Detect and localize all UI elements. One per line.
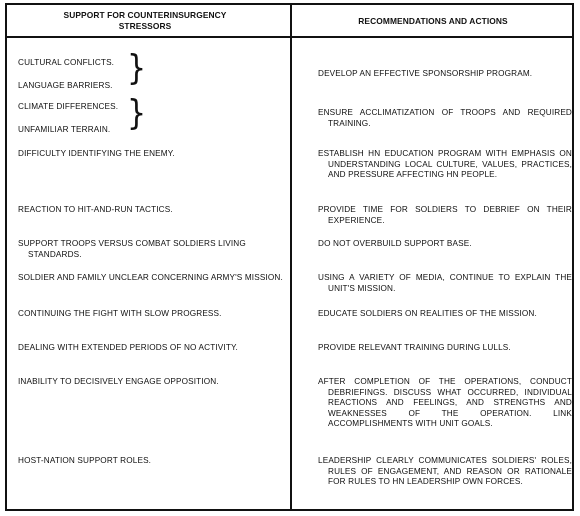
header-left-line1: SUPPORT FOR COUNTERINSURGENCY: [63, 10, 227, 20]
stressor-text: UNFAMILIAR TERRAIN.: [18, 125, 111, 134]
action-text: ESTABLISH HN EDUCATION PROGRAM WITH EMPHASIS ON UNDERSTANDING LOCAL CULTURE, VALUES, PRACTICES, AND PRESSURE AFFECTING HN PEOPLE.: [318, 149, 572, 180]
action-text: PROVIDE RELEVANT TRAINING DURING LULLS.: [318, 343, 511, 352]
stressor-text: CLIMATE DIFFERENCES.: [18, 102, 119, 111]
grouping-brace: }: [127, 93, 147, 134]
stressor-text: REACTION TO HIT-AND-RUN TACTICS.: [18, 205, 173, 214]
stressor-text: SOLDIER AND FAMILY UNCLEAR CONCERNING ARMY'S MISSION.: [18, 273, 283, 282]
stressor-text: DIFFICULTY IDENTIFYING THE ENEMY.: [18, 149, 175, 158]
header-left: [10, 10, 280, 32]
header-right: RECOMMENDATIONS AND ACTIONS: [358, 16, 508, 26]
stressor-text: DEALING WITH EXTENDED PERIODS OF NO ACTIVITY.: [18, 343, 238, 352]
stressor-text: HOST-NATION SUPPORT ROLES.: [18, 456, 152, 465]
stressor-text: LANGUAGE BARRIERS.: [18, 81, 113, 90]
stressor-text: CULTURAL CONFLICTS.: [18, 58, 115, 67]
action-text: EDUCATE SOLDIERS ON REALITIES OF THE MISSION.: [318, 309, 537, 318]
action-text: PROVIDE TIME FOR SOLDIERS TO DEBRIEF ON THEIR EXPERIENCE.: [318, 205, 572, 225]
action-text: LEADERSHIP CLEARLY COMMUNICATES SOLDIERS' ROLES, RULES OF ENGAGEMENT, AND REASON OR RATIONALE FOR RULES TO HN LEADERSHIP OWN FORCES.: [318, 456, 572, 487]
action-text: DO NOT OVERBUILD SUPPORT BASE.: [318, 239, 472, 248]
grouping-brace: }: [127, 48, 147, 89]
stressor-text: SUPPORT TROOPS VERSUS COMBAT SOLDIERS LIVING STANDARDS.: [18, 239, 246, 259]
header-left-line2: STRESSORS: [118, 21, 172, 31]
action-text: DEVELOP AN EFFECTIVE SPONSORSHIP PROGRAM.: [318, 69, 533, 78]
stressor-text: INABILITY TO DECISIVELY ENGAGE OPPOSITION.: [18, 377, 219, 386]
action-text: ENSURE ACCLIMATIZATION OF TROOPS AND REQUIRED TRAINING.: [318, 108, 572, 128]
stressor-text: CONTINUING THE FIGHT WITH SLOW PROGRESS.: [18, 309, 222, 318]
action-text: AFTER COMPLETION OF THE OPERATIONS, CONDUCT DEBRIEFINGS. DISCUSS WHAT OCCURRED, INDIVIDUAL REACTIONS AND FEELINGS, AND STRENGTHS AND WEAKNESSES OF THE OPERATION. LINK ACCOMPLISHMENTS WITH UNIT GOALS.: [318, 377, 572, 429]
action-text: USING A VARIETY OF MEDIA, CONTINUE TO EXPLAIN THE UNIT'S MISSION.: [318, 273, 572, 293]
